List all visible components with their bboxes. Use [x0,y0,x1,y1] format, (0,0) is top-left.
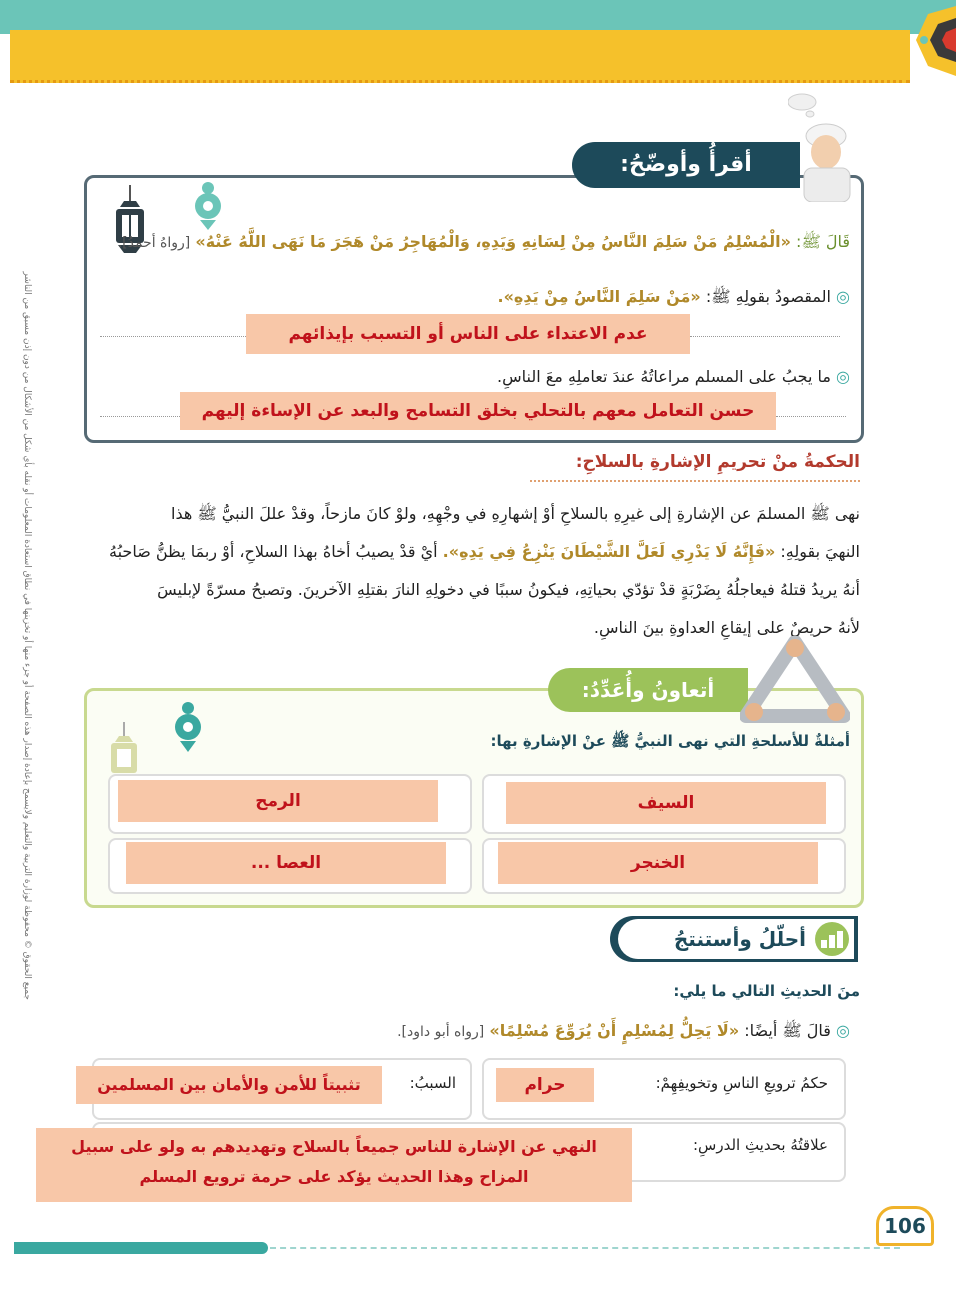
weapon-answer-sword[interactable]: السيف [506,782,826,824]
hadith-source: [رواه أبو داود]. [397,1024,485,1040]
page-number: 106 [876,1206,934,1246]
answer-line [100,336,246,337]
relation-answer-line-2: المزاح وهذا الحديث يؤكد على حرمة ترويع المسلم [139,1167,529,1186]
paragraph-text: النهيَ بقولِهِ: [780,542,860,561]
ruling-label: حكمُ ترويعِ الناسِ وتخويفِهِمْ: [655,1074,828,1092]
footer-bar [14,1242,268,1254]
hadith-line [117,229,850,257]
answer-line [776,416,846,417]
wisdom-heading: الحكمةُ منْ تحريمِ الإشارةِ بالسلاحِ: [575,452,860,472]
bullet-icon: ◎ [836,1021,850,1040]
hadith-prefix: قَالَ ﷺ: [796,232,850,251]
wisdom-paragraph-line-4: لأنهُ حريصٌ على إيقاعِ العداوةِ بينَ الناسِ. [593,618,860,637]
star-ornament-icon [898,0,956,82]
weapon-answer-dagger[interactable]: الخنجر [498,842,818,884]
question-2-answer[interactable]: حسن التعامل معهم بالتحلي بخلق التسامح والبعد عن الإساءة إليهم [180,392,776,430]
cooperate-count-title: أتعاونُ وأُعَدِّدُ: [548,668,748,712]
question-1-quote: «مَنْ سَلِمَ النَّاسُ مِنْ يَدِهِ». [497,287,701,306]
second-hadith-line [360,1018,850,1046]
bullet-icon: ◎ [836,287,850,306]
answer-line [100,416,180,417]
weapon-answer-spear[interactable]: الرمح [118,780,438,822]
analyze-title: أحلّلُ وأستنتجُ [673,927,806,951]
hadith-text: «لَا يَحِلُّ لِمُسْلِمٍ أَنْ يُرَوِّعَ مُسْلِمًا» [489,1021,740,1040]
weapon-answer-stick[interactable]: العصا ... [126,842,446,884]
wisdom-paragraph-line-1: نهى ﷺ المسلمَ عن الإشارةِ إلى غيرِهِ بالسلاحِ أوْ إشهارِهِ في وجْهِهِ، ولوْ كانَ مازحاً، وقدْ عللَ النبيُّ ﷺ هذا [171,504,860,523]
question-2-text: ما يجبُ على المسلم مراعاتُهُ عندَ تعاملِهِ معَ الناسِ. [497,367,831,386]
footer-dashes [270,1247,900,1249]
paragraph-text: أيْ قدْ يصيبُ أخاهُ بهذا السلاحِ، أوْ ربمَا يظنُّ صَاحبُهُ [109,542,438,561]
wisdom-paragraph-line-2 [84,534,860,570]
question-1-answer[interactable]: عدم الاعتداء على الناس أو التسبب بإيذائهم [246,314,690,354]
bullet-icon: ◎ [836,367,850,386]
question-1 [300,284,850,312]
reason-answer[interactable]: تثبيتاً للأمن والأمان بين المسلمين [76,1066,382,1104]
relation-answer[interactable] [36,1128,632,1202]
wisdom-paragraph-line-3: أنهُ يريدُ قتلهُ فيعاجلُهُ بِضَرْبَةٍ قدْ تؤدّي بحياتِهِ، فيكونُ سببًا في دخولِهِ النارَ بقتلِهِ الآخرينَ. وتصبحُ مسرّةً لإبليسَ [157,580,860,599]
hadith-source: [رواهُ أحمدُ]. [117,235,191,251]
hadith-text: «الْمُسْلِمُ مَنْ سَلِمَ النَّاسُ مِنْ لِسَانِهِ وَيَدِهِ، وَالْمُهَاجِرُ مَنْ هَجَرَ مَا نَهَى اللَّهُ عَنْهُ» [195,232,791,251]
question-1-prefix: المقصودُ بقولِهِ ﷺ: [705,287,831,306]
header-band [0,0,956,34]
reason-label: السببُ: [409,1074,456,1092]
relation-label: علاقتُهُ بحديثِ الدرسِ: [692,1136,828,1154]
heading-underline [530,480,860,482]
analysis-chart-icon [812,922,852,956]
read-explain-title: أقرأُ وأوضّحُ: [572,142,800,188]
answer-line [690,336,840,337]
flower-ornament-icon [188,180,228,230]
header-stripe [10,30,910,83]
analyze-intro: منَ الحديثِ التالي ما يلي: [673,982,860,1000]
copyright-notice: جميع الحقوق © محفوظة لوزارة التربية والتعليم ولايسمح بإعادة إصدار هذه الصفحة أو جزء منها أو تخزينها في نطاق استعادة المعلومات أو نقله بأي شكل من الأشكال من دون إذن مسبق من الناشر [22,271,32,1000]
relation-answer-line-1: النهي عن الإشارة للناس جميعاً بالسلاح وتهديدهم به ولو على سبيل [71,1137,597,1156]
cooperate-question: أمثلةٌ للأسلحةِ التي نهى النبيُّ ﷺ عنْ الإشارةِ بها: [490,732,850,750]
paragraph-quote: «فَإِنَّهُ لَا يَدْرِي لَعَلَّ الشَّيْطَانَ يَنْزِعُ فِي يَدِهِ». [442,542,776,561]
question-2 [400,364,850,392]
flower-ornament-icon [168,700,208,752]
ruling-answer[interactable]: حرام [496,1068,594,1102]
hadith-prefix: قالَ ﷺ أيضًا: [744,1021,831,1040]
joined-hands-icon [740,636,850,726]
